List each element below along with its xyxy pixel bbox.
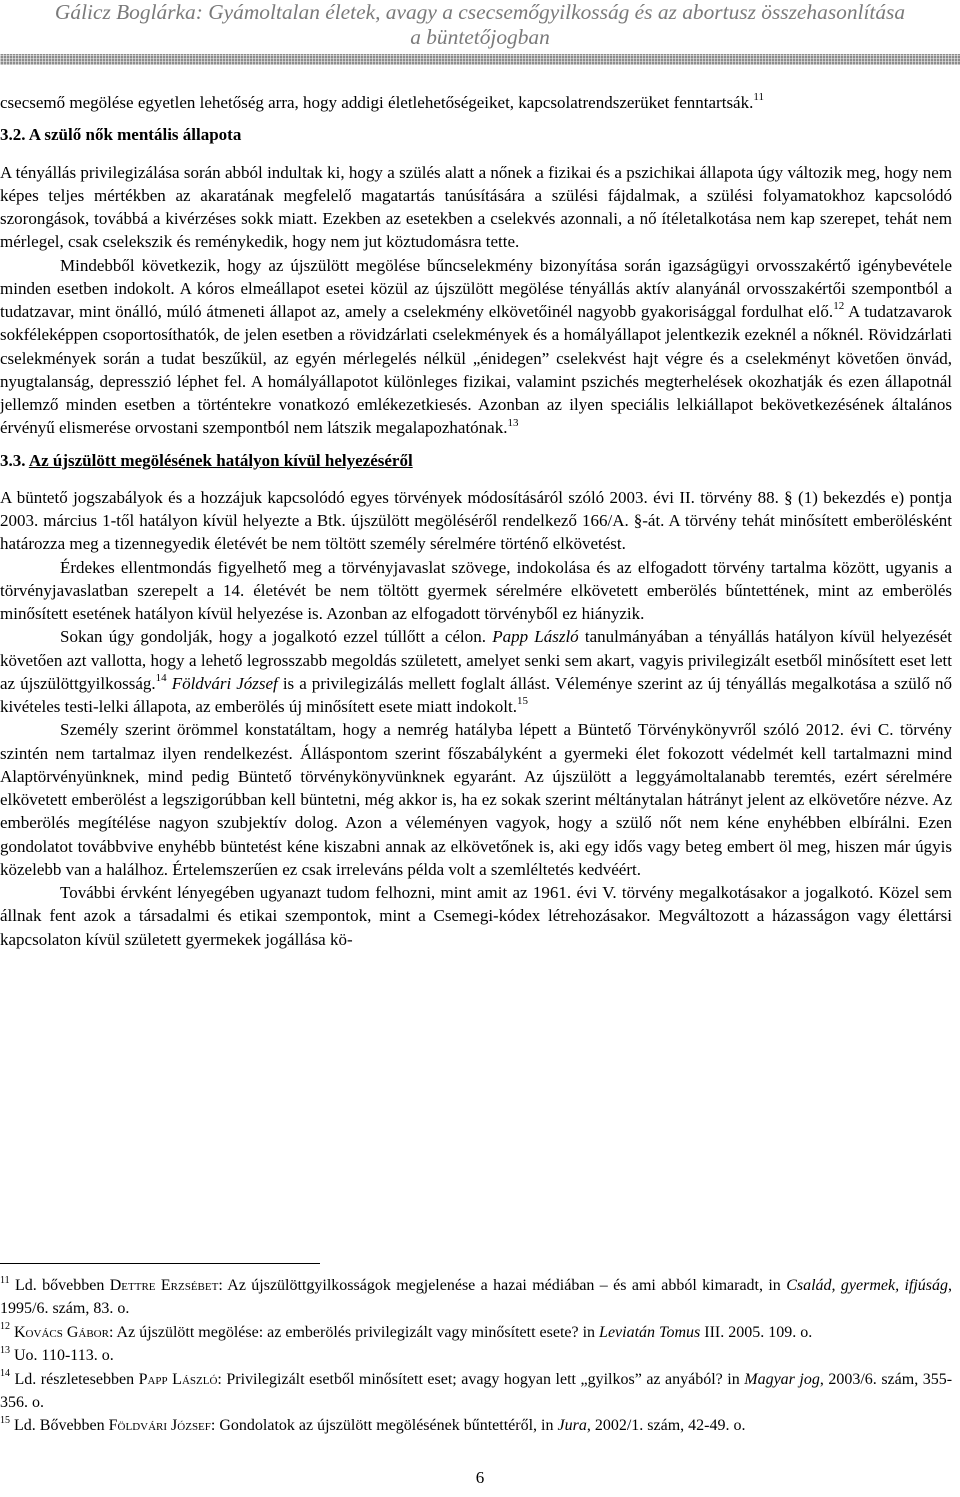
paragraph: Személy szerint örömmel konstatáltam, hogy a nemrég hatályba lépett a Büntető Törvénykönyvről szóló 2012. évi C. törvény szintén nem tartalmaz ilyen rendelkezést. Álláspontom szerint főszabályként a gyermeki élet fokozott védelmét kell tartalmazni mind Alaptörvényünknek, mind pedig Büntető törvénykönyvünknek egyaránt. Az újszülött a leggyámoltalanabb teremtés, ezért sérelmére elkövetett emberölést a legszigorúbban kell büntetni, még akkor is, ha ez sokak szerint méltánytalan hátrányt jelent az elkövetőre nézve. Az emberölés megítélése nagyon szubjektív dolog. Azon a véleményen vagyok, hogy a szülő nőt nem kéne enyhébben elbírálni. Ezen gondolatot továbbvive enyhébb büntetést kéne kiszabni annak az elkövetőnek is, aki egy idős vagy beteg embert öl meg, hiszen már úgyis közelebb van a halálhoz. Értelemszerűen ez csak irreleváns példa volt a szemléltetés kedvéért. [0,720,952,879]
footnotes [0,1274,952,1438]
paragraph: Mindebből következik, hogy az újszülött megölése bűncselekmény bizonyítása során igazságügyi orvosszakértő igénybevétele minden esetben indokolt. A kóros elmeállapot esetei közül az újszülött megölése tényállás aktív alanyánál orvosszakértői szempontból a tudatzavar, mint önálló, múló átmeneti állapot az, amely a cselekmény elkövetőinél nagyobb gyakorisággal fordulhat elő.$^{12}$ A tudatzavarok sokféleképpen csoportosíthatók, de jelen esetben a rövidzárlati cselekmények és a homályállapot jelentkezik ezeknél a nőknél. Rövidzárlati cselekmények során a tudat beszűkül, az egyén mérlegelés nélkül „énidegen” cselekvést hajt végre és a cselekményt követően önvád, nyugtalanság, depresszió léphet fel. A homályállapotot különleges fizikai, valamint pszichés megterhelések okozhatják és ezen állapotnál jellemző minden esetben a történtekre vonatkozó emlékezetkiesés. Azonban az ilyen speciális lelkiállapot bekövetkezésének általános érvényű elismerése orvostani szempontból nem látszik megalapozhatónak.$^{13}$ [0,255,952,438]
paragraph: További érvként lényegében ugyanazt tudom felhozni, mint amit az 1961. évi V. törvény megalkotásakor a jogalkotó. Közel sem állnak fent azok a társadalmi és etikai szempontok, mint a Csemegi-kódex létrehozásakor. Megváltozott a házasságon vagy élettársi kapcsolaton kívül született gyermekek jogállása kö- [0,883,952,949]
section-heading-3-3: 3.3. Az újszülött megölésének hatályon kívül helyezéséről [0,450,413,470]
author-name: Papp László [492,627,579,647]
footnote-15: $^{15}$ Ld. Bővebben Földvári József: Gondolatok az újszülött megölésének bűntettéről, in Jura, 2002/1. szám, 42-49. o. [0,1415,746,1435]
footnote-ref-13: 13 [507,416,519,429]
footnote-ref-11: 11 [753,91,764,104]
paragraph-continuation: csecsemő megölése egyetlen lehetőség arra, hogy addigi életlehetőségeiket, kapcsolatrendszerüket fenntartsák.$^{11}$ [0,91,764,112]
footnote-12: $^{12}$ Kovács Gábor: Az újszülött megölése: az emberölés privilegizált vagy minősített esete? in Leviatán Tomus III. 2005. 109. o. [0,1321,813,1341]
footnote-ref-14: 14 [155,672,167,685]
body-text [0,91,952,951]
footnote-14: $^{14}$ Ld. részletesebben Papp László: Privilegizált esetből minősített eset; avagy hogyan lett „gyilkos” az anyából? in Magyar jog, 2003/6. szám, 355-356. o. [0,1368,953,1412]
section-heading-3-2: 3.2. A szülő nők mentális állapota [0,125,242,145]
footnote-13: $^{13}$ Uo. 110-113. o. [0,1344,114,1365]
footnote-ref-15: 15 [516,695,528,708]
paragraph: A büntető jogszabályok és a hozzájuk kapcsolódó egyes törvények módosításáról szóló 2003. évi II. törvény 88. § (1) bekezdés e) pontja 2003. március 1-től hatályon kívül helyezte a Btk. újszülött megöléséről rendelkező 166/A. §-át. A törvény tehát minősített emberölésként határozza meg a tizennegyedik életévét be nem töltött személy sérelmére történő elkövetést. [0,487,952,554]
paragraph: A tényállás privilegizálása során abból indultak ki, hogy a szülés alatt a nőnek a fizikai és a pszichikai állapota úgy változik meg, hogy nem képes teljes mértékben az akaratának megfelelő magatartás tanúsítására a szülési fájdalmak, a szülési folyamatokhoz kapcsolódó szorongások, továbbá a kivérzéses sokk miatt. Ezekben az esetekben a cselekvés azonnali, a nő ítéletalkotása nem kap szerepet, tehát nem mérlegel, csak cselekszik és reménykedik, hogy nem jut köztudomásra tette. [0,162,952,252]
running-header-line1: Gálicz Boglárka: Gyámoltalan életek, avagy a csecsemőgyilkosság és az abortusz összehasonlítása [54,0,906,24]
author-name: Földvári József [171,673,278,693]
paragraph: Sokan úgy gondolják, hogy a jogalkotó ezzel túllőtt a célon. Papp László tanulmányában a tényállás hatályon kívül helyezését követően azt vallotta, hogy a lehető legrosszabb megoldás született, amelyet senki sem akart, vagyis privilegizált esetből minősített eset lett az újszülöttgyilkosság.$^{14}$ Földvári József is a privilegizálás mellett foglalt állást. Véleménye szerint az új tényállás megalkotása a szülő nő kivételes testi-lelki állapota, az emberölés új minősített esete miatt indokolt.$^{15}$ [0,627,953,716]
footnote-11: $^{11}$ Ld. bővebben Dettre Erzsébet: Az újszülöttgyilkosságok megjelenése a hazai médiában – és ami abból kimaradt, in Család, gyermek, ifjúság, 1995/6. szám, 83. o. [0,1274,953,1318]
header-rule [0,54,960,65]
footnote-separator [0,1263,320,1264]
running-header-line2: a büntetőjogban [410,25,550,49]
footnote-ref-12: 12 [833,300,845,313]
paragraph: Érdekes ellentmondás figyelhető meg a törvényjavaslat szövege, indokolása és az elfogadott törvény tartalma között, ugyanis a törvényjavaslatban szerepelt a 14. életévét be nem töltött gyermek sérelmére elkövetett emberölés bűntettének, mint az emberölés minősített esetének hatályon kívül helyezése is. Azonban az elfogadott törvényből ez hiányzik. [0,557,952,623]
running-header [0,0,960,50]
page-number: 6 [475,1468,485,1487]
